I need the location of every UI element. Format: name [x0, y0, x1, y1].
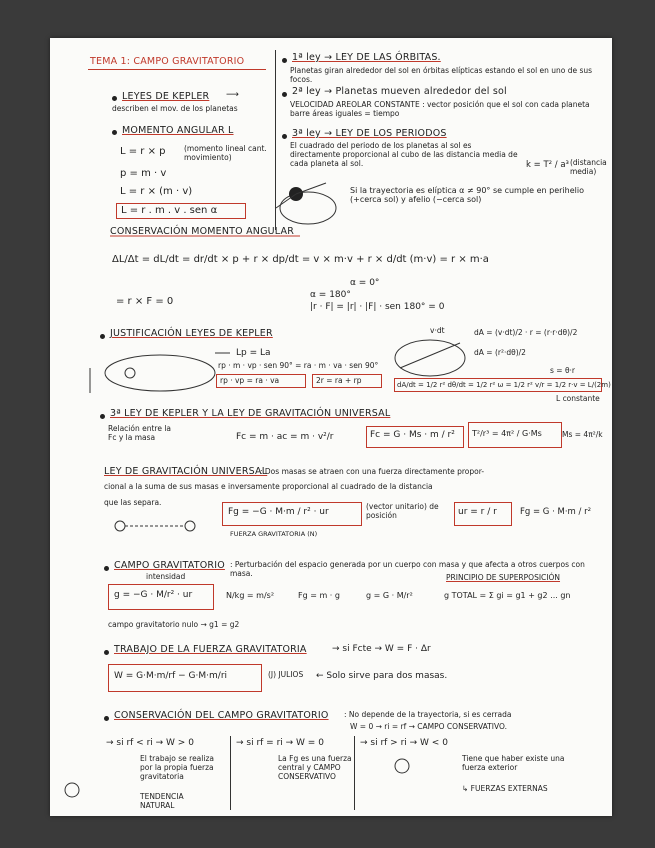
g-box-text: g = −G · M/r² · ur: [114, 590, 193, 600]
ley3-text: El cuadrado del periodo de los planetas al sol es directamente proporcional al cubo de las distancia media de cada planeta al sol.: [290, 141, 518, 168]
constante-note: L constante: [556, 394, 600, 403]
conservacion-eq3: |r · F| = |r| · |F| · sen 180° = 0: [310, 302, 445, 312]
ley2-heading: 2ª ley → Planetas mueven alrededor del sol: [292, 86, 507, 97]
justificacion-heading: JUSTIFICACIÓN LEYES DE KEPLER: [110, 328, 273, 339]
trabajo-note: ← Solo sirve para dos masas.: [316, 671, 448, 681]
s-eq: s = θ·r: [550, 366, 576, 375]
fg-box-note: (vector unitario) de posición: [366, 502, 439, 520]
leyes-kepler-subtitle: describen el mov. de los planetas: [112, 104, 238, 113]
ley3-heading: 3ª ley → LEY DE LOS PERIODOS: [292, 128, 447, 139]
bullet: [100, 414, 105, 419]
trabajo-eq: → si Fcte → W = F · Δr: [332, 644, 431, 654]
eq-L: L = r × p: [120, 146, 166, 157]
fg2-text: Fg = G · M·m / r²: [520, 507, 591, 517]
trabajo-heading: TRABAJO DE LA FUERZA GRAVITATORIA: [114, 644, 307, 655]
mass-icon: [185, 521, 195, 531]
mass-icon: [115, 521, 125, 531]
fuerza-note: FUERZA GRAVITATORIA (N): [230, 530, 318, 538]
case1-tendencia: TENDENCIA NATURAL: [140, 792, 184, 810]
eq-L-note: (momento lineal cant. movimiento): [184, 144, 267, 162]
case3-eq: → si rf > ri → W < 0: [360, 738, 448, 748]
tercera-note: Relación entre la Fc y la masa: [108, 424, 172, 442]
ms-eq: Ms = 4π²/k: [562, 430, 603, 439]
units-text: N/kg = m/s²: [226, 591, 275, 600]
conservacion-campo-text: : No depende de la trayectoria, si es cerrada: [344, 710, 512, 719]
ley1-heading: 1ª ley → LEY DE LAS ÓRBITAS.: [292, 52, 441, 63]
elipse-note: Si la trayectoria es elíptica α ≠ 90° se cumple en perihelio (+cerca sol) y afelio (−cerca sol): [350, 186, 584, 204]
bullet: [104, 716, 109, 721]
eq-p: p = m · v: [120, 168, 167, 179]
g-eq: g = G · M/r²: [366, 591, 413, 600]
fg-box-text: Fg = −G · M·m / r² · ur: [228, 507, 329, 517]
mass-M-icon: [395, 759, 409, 773]
page-title: TEMA 1: CAMPO GRAVITATORIO: [90, 56, 245, 67]
r-box-text: 2r = ra + rp: [316, 376, 362, 385]
gtotal-eq: g TOTAL = Σ gi = g1 + g2 ... gn: [444, 591, 571, 600]
case3-note: Tiene que haber existe una fuerza exterior: [462, 754, 565, 772]
rp-eq: rp · m · vp · sen 90° = ra · m · va · sen 90°: [218, 361, 379, 370]
conservacion-heading: CONSERVACIÓN MOMENTO ANGULAR: [110, 226, 295, 237]
case-divider: [230, 736, 231, 810]
t2-box-text: T²/r³ = 4π² / G·Ms: [472, 429, 542, 438]
eq-L3: L = r . m . v . sen α: [121, 205, 218, 216]
bullet: [100, 334, 105, 339]
kepler-orbit-icon: [105, 355, 215, 391]
case2-eq: → si rf = ri → W = 0: [236, 738, 324, 748]
conservacion-eq2: = r × F = 0: [116, 296, 174, 307]
principio-heading: PRINCIPIO DE SUPERPOSICIÓN: [446, 573, 561, 582]
gravitacion-text2: cional a la suma de sus masas e inversamente proporcional al cuadrado de la distancia: [104, 482, 433, 491]
gravitacion-heading: LEY DE GRAVITACIÓN UNIVERSAL: [104, 466, 268, 477]
conservacion-eq1: ΔL/Δt = dL/dt = dr/dt × p + r × dp/dt = v × m·v + r × d/dt (m·v) = r × m·a: [112, 254, 489, 265]
mass-M-icon: [65, 783, 79, 797]
conservacion-alpha2: α = 180°: [310, 290, 351, 300]
fc-eq: Fc = m · ac = m · v²/r: [236, 432, 334, 442]
julios-label: (J) JULIOS: [268, 670, 304, 679]
conservacion-campo-heading: CONSERVACIÓN DEL CAMPO GRAVITATORIO: [114, 710, 329, 721]
vdt-label: v·dt: [430, 326, 445, 335]
orbit-sketch-icon: [280, 192, 336, 224]
dAdt-eq: dA/dt = 1/2 r² dθ/dt = 1/2 r² ω = 1/2 r² v/r = 1/2 r·v = L/(2m): [397, 381, 611, 389]
fc-box-text: Fc = G · Ms · m / r²: [370, 430, 455, 440]
notebook-page: TEMA 1: CAMPO GRAVITATORIO LEYES DE KEPLER describen el mov. de los planetas ⟶ MOMENTO ANGULAR L L = r × p (momento lineal cant. movimiento) p = m · v L = r × (m · v) L = r . m . v . sen α 1ª ley → LEY DE LAS ÓRBITAS. Planetas giran alrededor del sol en órbitas elípticas estando el sol en uno de sus focos. 2ª ley → Planetas mueven alrededor del sol VELOCIDAD AREOLAR CONSTANTE : vector posición que el sol con cada planeta barre áreas iguales = tiempo 3ª ley → LEY DE LOS PERIODOS El cuadrado del periodo de los planetas al sol es directamente proporcional al cubo de las distancia media de cada planeta al sol. k = T² / a³ (distancia media) Si la trayectoria es elíptica α ≠ 90° se cumple en perihelio (+cerca sol) y afelio (−cerca sol) CONSERVACIÓN MOMENTO ANGULAR ΔL/Δt = dL/dt = dr/dt × p + r × dp/dt = v × m·v + r × d/dt (m·v) = r × m·a α = 0° = r × F = 0 α = 180° |r · F| = |r| · |F| · sen 180° = 0 JUSTIFICACIÓN LEYES DE KEPLER Lp = La rp · m · vp · sen 90° = ra · m · va · sen 90° rp · vp = ra · va 2r = ra + rp v·dt dA = (v·dt)/2 · r = (r·r·dθ)/2 dA = (r²·dθ)/2 s = θ·r dA/dt = 1/2 r² dθ/dt = 1/2 r² ω = 1/2 r² v/r = 1/2 r·v = L/(2m) L constante 3ª LEY DE KEPLER Y LA LEY DE GRAVITACIÓN UNIVERSAL Relación entre la Fc y la masa Fc = m · ac = m · v²/r Fc = G · Ms · m / r² T²/r³ = 4π² / G·Ms Ms = 4π²/k LEY DE GRAVITACIÓN UNIVERSAL : Dos masas se atraen con una fuerza directamente propor- cional a la suma de sus masas e inversamente proporcional al cuadrado de la distancia que las separa. Fg = −G · M·m / r² · ur (vector unitario) de posición ur = r / r Fg = G · M·m / r² FUERZA GRAVITATORIA (N) CAMPO GRAVITATORIO intensidad : Perturbación del espacio generada por un cuerpo con masa y que afecta a otros cuerpos con masa. g = −G · M/r² · ur N/kg = m/s² Fg = m · g g = G · M/r² PRINCIPIO DE SUPERPOSICIÓN g TOTAL = Σ gi = g1 + g2 ... gn campo gravitatorio nulo → g1 = g2 TRABAJO DE LA FUERZA GRAVITATORIA → si Fcte → W = F · Δr W = G·M·m/rf − G·M·m/ri (J) JULIOS ← Solo sirve para dos masas. CONSERVACIÓN DEL CAMPO GRAVITATORIO : No depende de la trayectoria, si es cerrada W = 0 → ri = rf → CAMPO CONSERVATIVO. → si rf < ri → W > 0 El trabajo se realiza por la propia fuerza gravitatoria TENDENCIA NATURAL → si rf = ri → W = 0 La Fg es una fuerza central y CAMPO CONSERVATIVO → si rf > ri → W < 0 Tiene que haber existe una fuerza exterior ↳ FUERZAS EXTERNAS: [50, 38, 612, 816]
gravitacion-text3: que las separa.: [104, 498, 162, 507]
eq-L2: L = r × (m · v): [120, 186, 193, 197]
ur-text: ur = r / r: [458, 507, 497, 517]
campo-heading: CAMPO GRAVITATORIO: [114, 560, 225, 571]
dA2-eq: dA = (r²·dθ)/2: [474, 348, 526, 357]
dA1-eq: dA = (v·dt)/2 · r = (r·r·dθ)/2: [474, 328, 578, 337]
ley2-text: VELOCIDAD AREOLAR CONSTANTE : vector posición que el sol con cada planeta barre áreas iguales = tiempo: [290, 100, 590, 118]
leyes-kepler-heading: LEYES DE KEPLER: [122, 91, 210, 102]
w-box-text: W = G·M·m/rf − G·M·m/ri: [114, 671, 228, 681]
ley3-k-note: (distancia media): [570, 158, 607, 176]
sun-icon: [125, 368, 135, 378]
campo-nulo: campo gravitatorio nulo → g1 = g2: [108, 620, 240, 629]
tercera-heading: 3ª LEY DE KEPLER Y LA LEY DE GRAVITACIÓN UNIVERSAL: [110, 408, 391, 419]
case1-eq: → si rf < ri → W > 0: [106, 738, 194, 748]
lp-eq: Lp = La: [236, 348, 271, 358]
case3-externas: ↳ FUERZAS EXTERNAS: [462, 784, 548, 793]
conservacion-alpha: α = 0°: [350, 278, 380, 288]
gravitacion-text1: : Dos masas se atraen con una fuerza directamente propor-: [260, 467, 485, 476]
case2-note: La Fg es una fuerza central y CAMPO CONSERVATIVO: [278, 754, 352, 781]
campo-text: : Perturbación del espacio generada por un cuerpo con masa y que afecta a otros cuerpos con masa.: [230, 560, 585, 578]
campo-heading-sub: intensidad: [146, 572, 186, 581]
ley1-text: Planetas giran alrededor del sol en órbitas elípticas estando el sol en uno de sus focos.: [290, 66, 593, 84]
bullet: [104, 650, 109, 655]
bullet: [104, 566, 109, 571]
momento-angular-heading: MOMENTO ANGULAR L: [122, 125, 234, 136]
conservacion-campo-text2: W = 0 → ri = rf → CAMPO CONSERVATIVO.: [350, 722, 507, 731]
ley3-k: k = T² / a³: [526, 160, 569, 170]
case-divider: [354, 736, 355, 810]
fg-mg: Fg = m · g: [298, 591, 340, 600]
rp-box-text: rp · vp = ra · va: [220, 376, 280, 385]
case1-note: El trabajo se realiza por la propia fuerza gravitatoria: [140, 754, 214, 781]
